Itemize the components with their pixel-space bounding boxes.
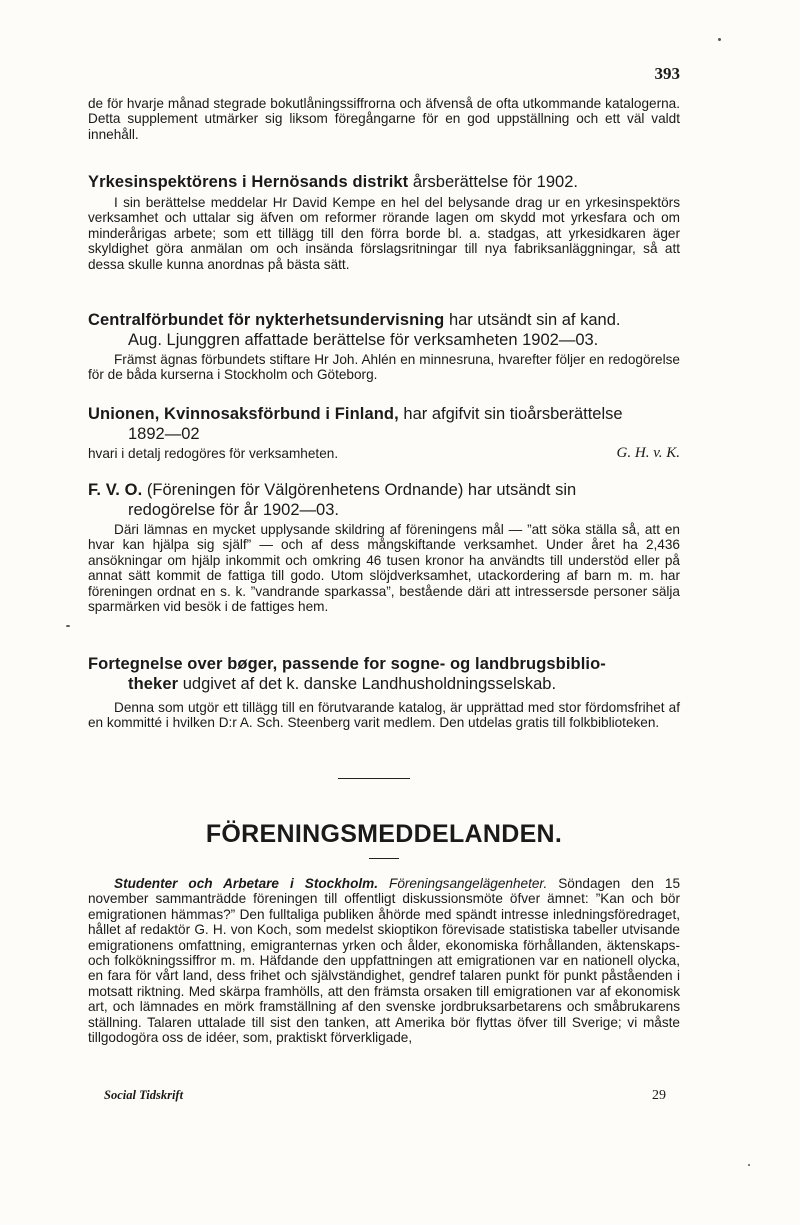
entry-title: Yrkesinspektörens i Hernösands distrikt — [88, 173, 409, 191]
journal-name: Social Tidskrift — [104, 1088, 184, 1102]
article-paragraph — [88, 876, 680, 1045]
signature-folio: 29 — [652, 1088, 666, 1103]
entry-heading-rest: årsberättelse för 1902. — [412, 173, 578, 191]
entry-title-line2: theker — [128, 675, 179, 693]
paper-speck — [66, 625, 70, 627]
entry-heading-rest: udgivet af det k. danske Landhusholdningsselskab. — [182, 675, 557, 693]
signature: G. H. v. K. — [616, 445, 680, 461]
paper-speck — [748, 1164, 750, 1166]
section-divider — [338, 778, 410, 779]
entry-heading-line2: redogörelse för år 1902—03. — [128, 501, 339, 519]
entry-yrkesinspektor — [88, 172, 680, 272]
article-body: Söndagen den 15 november sammanträdde föreningen till offentligt diskussionsmöte öfver ämnet: ”Kan och bör emigrationen hämmas?” Den fulltaliga publiken åhörde med spändt intresse inledningsföredraget, hållet af redaktör G. H. von Koch, som medelst skioptikon förevisade statistiska tabeller utvisande emigrationens omfattning, emigranternas yrken och ålder, ekonomiska förhållanden, äktenskaps- och folkökningssiffror m. m. Häfdande den uppfattningen att emigrationen var en nationell olycka, en fara för vårt land, dess frihet och självständighet, gendref talaren punkt för punkt påståenden i motsatt riktning. Med skärpa framhölls, att den främsta orsaken till emigrationen var af ekonomisk art, och lämnades en mörk framställning af den svenske jordbruksarbetarens och småbrukarens ställning. Talaren uttalade till sist den tanken, att Amerika bör flyttas öfver till Sverige; vi måste tillgodogöra oss de idéer, som, praktiskt förverkligade, — [88, 876, 681, 1046]
entry-title: Unionen, Kvinnosaksförbund i Finland, — [88, 405, 399, 423]
page-number: 393 — [654, 64, 680, 83]
entry-heading-rest: har afgifvit sin tioårsberättelse — [403, 405, 623, 423]
entry-heading-line2 — [88, 674, 680, 694]
entry-unionen — [88, 404, 680, 461]
article-subtitle: Föreningsangelägenheter. — [389, 876, 548, 891]
entry-heading-line2: Aug. Ljunggren affattade berättelse för verksamheten 1902—03. — [128, 331, 599, 349]
entry-title: Fortegnelse over bøger, passende for sogne- og landbrugsbiblio- — [88, 655, 606, 673]
section-title: FÖRENINGSMEDDELANDEN. — [205, 820, 563, 848]
intro-text: de för hvarje månad stegrade bokutlåningssiffrorna och äfvenså de ofta utkommande katalogerna. Detta supplement utmärker sig liksom föregångarne för en god uppställning och ett väl valdt innehåll. — [88, 96, 680, 142]
title-rule — [369, 858, 399, 859]
entry-title: Centralförbundet för nykterhetsundervisning — [88, 311, 445, 329]
entry-body: Däri lämnas en mycket upplysande skildring af föreningens mål — ”att söka ställa så, att en hvar kan hjälpa sig själf” — och af dess mångskiftande verksamhet. Under året ha 2,436 ansökningar om hjälp inkommit och omkring 46 tusen kronor ha användts till understöd eller på annat sätt kommit de fattiga till godo. Utom slöjdverksamhet, utackordering af barn m. m. har föreningen ordnat en s. k. ”vandrande sparkassa”, bestående däri att intressersde personer sälja sparmärken vid besök i de fattiges hem. — [88, 522, 680, 615]
entry-heading — [88, 654, 680, 674]
entry-heading — [88, 310, 680, 330]
entry-body: Främst ägnas förbundets stiftare Hr Joh. Ahlén en minnesruna, hvarefter följer en redogörelse för de båda kurserna i Stockholm och Göteborg. — [88, 352, 680, 383]
page-footer — [104, 1088, 666, 1104]
entry-heading-rest: har utsändt sin af kand. — [448, 311, 621, 329]
entry-body: Denna som utgör ett tillägg till en förutvarande katalog, är upprättad med stor fördomsfrihet af en kommitté i hvilken D:r A. Sch. Steenberg varit medlem. Den utdelas gratis till folkbiblioteken. — [88, 700, 680, 731]
entry-centralforbundet — [88, 310, 680, 383]
paper-speck — [718, 38, 721, 41]
article-title: Studenter och Arbetare i Stockholm. — [114, 876, 379, 891]
entry-heading — [88, 404, 680, 424]
entry-body-line — [88, 446, 680, 461]
entry-fortegnelse — [88, 654, 680, 731]
entry-title: F. V. O. — [88, 481, 143, 499]
entry-body: I sin berättelse meddelar Hr David Kempe en hel del belysande drag ur en yrkesinspektörs verksamhet och uttalar sig äfven om reformer rörande lagen om skydd mot yrkesfara och om minderårigas arbete; som ett tillägg till den förra borde bl. a. stadgas, att yrkesidkaren äger skyldighet göra anmälan om och insända förslagsritningar till nya fabriksanläggningar, så att dessa skulle kunna anordnas på bästa sätt. — [88, 195, 680, 272]
entry-heading-rest: (Föreningen för Välgörenhetens Ordnande) har utsändt sin — [146, 481, 577, 499]
entry-fvo — [88, 480, 680, 614]
entry-heading-line2: 1892—02 — [128, 425, 200, 443]
intro-paragraph — [88, 96, 680, 142]
entry-body: hvari i detalj redogöres för verksamheten. — [88, 446, 339, 461]
entry-heading — [88, 172, 680, 192]
article-studenter — [88, 876, 680, 1045]
entry-heading — [88, 480, 680, 500]
